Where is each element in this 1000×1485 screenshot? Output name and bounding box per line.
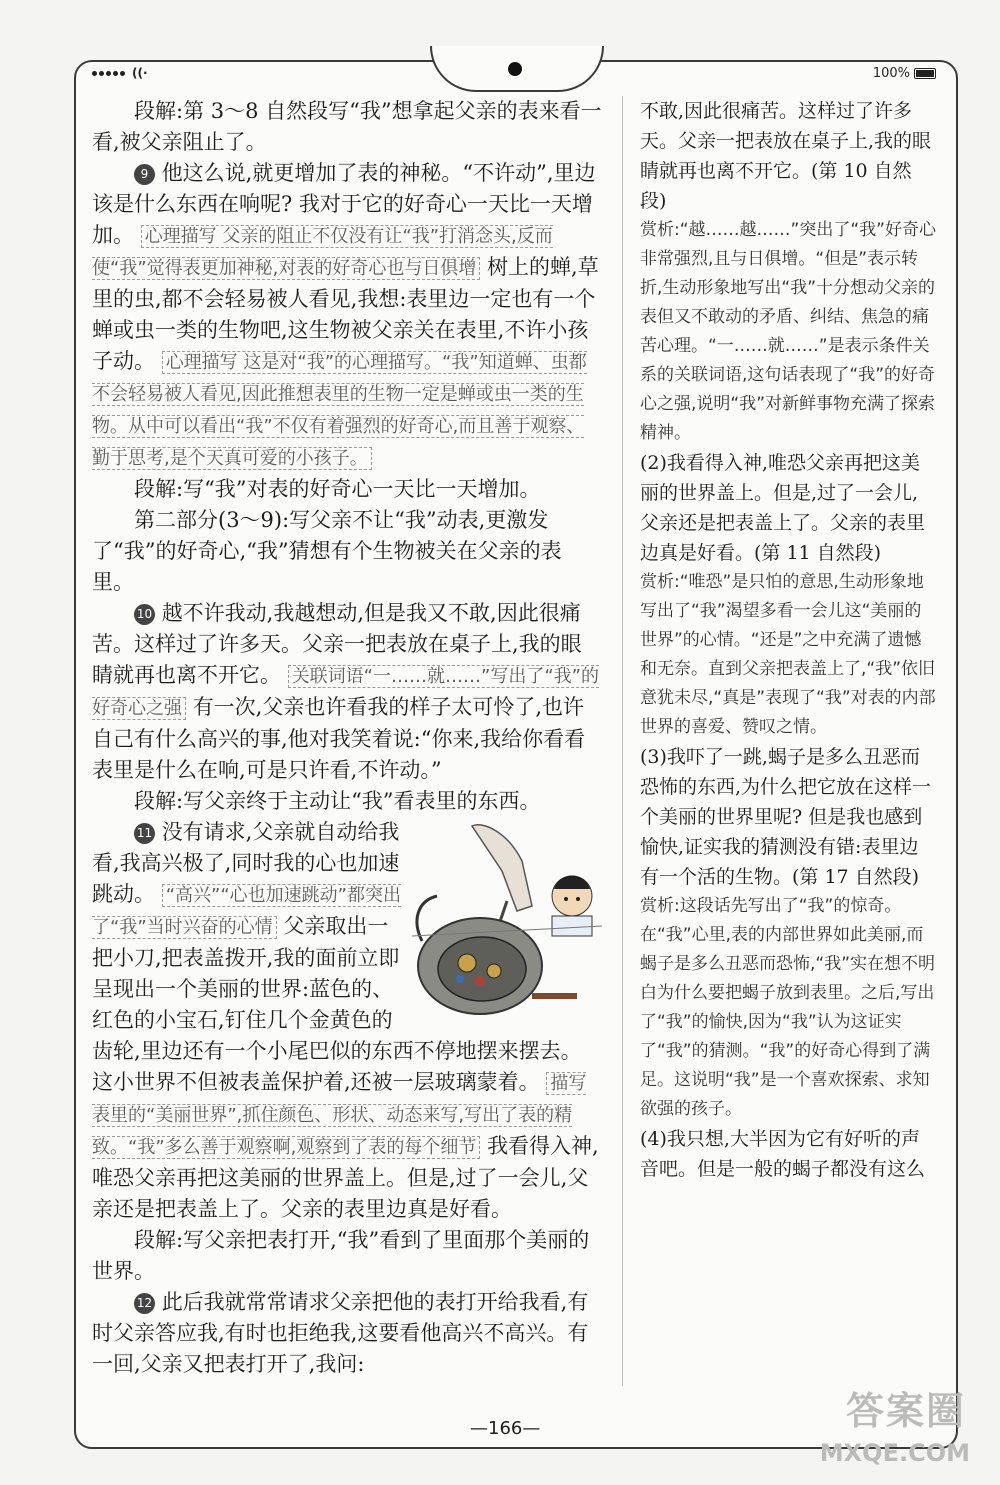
page-number: —166—: [470, 1418, 541, 1439]
battery-status: [873, 66, 936, 81]
annotation-note: 关联词语“一……就……”写出了“我”的好奇心之强: [92, 666, 599, 719]
part-summary: 第二部分(3～9):写父亲不让“我”动表,更激发了“我”的好奇心,“我”猜想有个生物被关在父亲的表里。: [92, 508, 562, 594]
annotation-note: “高兴”“心也加速跳动”都突出了“我”当时兴奋的心情: [92, 885, 401, 938]
paragraph-text: 树上的蝉,草里的虫,都不会轻易被人看见,我想:表里边一定也有一个蝉或虫一类的生物吧,这生物被父亲关在表里,不许小孩子动。: [92, 255, 599, 373]
quote-4: (4)我只想,大半因为它有好听的声音吧。但是一般的蝎子都没有这么: [640, 1128, 926, 1180]
paragraph-text: 有一次,父亲也许看我的样子太可怜了,也许自己有什么高兴的事,他对我笑着说:“你来,我给你看看表里是什么在响,可是只许看,不许动。”: [92, 695, 586, 782]
paragraph-text: 此后我就常常请求父亲把他的表打开给我看,有时父亲答应我,有时也拒绝我,这要看他高兴不高兴。有一回,父亲又把表打开了,我问:: [92, 1290, 589, 1376]
watch-illustration: [412, 821, 602, 1021]
section-summary-3: 段解:写父亲终于主动让“我”看表里的东西。: [134, 789, 541, 813]
section-summary-1: 段解:第 3～8 自然段写“我”想拿起父亲的表来看一看,被父亲阻止了。: [92, 99, 602, 154]
annotation-note: 描写表里的“美丽世界”,抓住颜色、形状、动态来写,写出了表的精致。“我”多么善于观察啊,观察到了表的每个细节: [92, 1073, 587, 1158]
paragraph-number-badge: 9: [134, 164, 155, 185]
camera-dot: [508, 62, 522, 76]
watermark-logo-text: 答案圈: [845, 1389, 966, 1433]
left-column: [92, 96, 602, 1380]
battery-icon: [914, 68, 936, 79]
section-summary-2: 段解:写“我”对表的好奇心一天比一天增加。: [134, 477, 541, 501]
paragraph-number-badge: 10: [134, 604, 155, 625]
paragraph-number-badge: 11: [134, 823, 155, 844]
signal-indicator: [92, 66, 148, 81]
paragraph-10: [92, 598, 602, 786]
paragraph-text: 我看得入神,唯恐父亲再把这美丽的世界盖上。但是,过了一会儿,父亲还是把表盖上了。父亲的表里边真是好看。: [92, 1134, 599, 1221]
section-summary-4: 段解:写父亲把表打开,“我”看到了里面那个美丽的世界。: [92, 1228, 590, 1283]
quote-2: (2)我看得入神,唯恐父亲再把这美丽的世界盖上。但是,过了一会儿,父亲还是把表盖上了。父亲的表里边真是好看。(第 11 自然段): [640, 452, 926, 564]
watermark-url: MXQE.COM: [819, 1439, 970, 1467]
paragraph-number-badge: 12: [134, 1293, 155, 1314]
paragraph-12: [92, 1287, 602, 1380]
signal-dot-icon: [92, 71, 97, 76]
paragraph-9: [92, 158, 602, 474]
appreciation-3: 赏析:这段话先写出了“我”的惊奇。在“我”心里,表的内部世界如此美丽,而蝎子是多么丑恶而恐怖,“我”实在想不明白为什么要把蝎子放到表里。之后,写出了“我”的愉快,因为“我”认为这证实了“我”的猜测。“我”的好奇心得到了满足。这说明“我”是一个喜欢探索、求知欲强的孩子。: [640, 896, 936, 1119]
paragraph-text: 父亲取出一把小刀,把表盖拨开,我的面前立即呈现出一个美丽的世界:蓝色的、红色的小宝石,钉住几个金黄色的齿轮,里边还有一个小尾巴似的东西不停地摆来摆去。这小世界不但被表盖保护着,还被一层玻璃蒙着。: [92, 914, 582, 1094]
paragraph-text: 没有请求,父亲就自动给我看,我高兴极了,同时我的心也加速跳动。: [92, 820, 400, 906]
appreciation-2: 赏析:“唯恐”是只怕的意思,生动形象地写出了“我”渴望多看一会儿这“美丽的世界”的心情。“还是”之中充满了遗憾和无奈。直到父亲把表盖上了,“我”依旧意犹未尽,“真是”表现了“我”对表的内部世界的喜爱、赞叹之情。: [640, 572, 936, 737]
quote-3: (3)我吓了一跳,蝎子是多么丑恶而恐怖的东西,为什么把它放在这样一个美丽的世界里呢? 但是我也感到愉快,证实我的猜测没有错:表里边有一个活的生物。(第 17 自然段): [640, 746, 932, 888]
paragraph-text: 他这么说,就更增加了表的神秘。“不许动”,里边该是什么东西在响呢? 我对于它的好奇心一天比一天增加。: [92, 161, 596, 247]
column-divider: [622, 96, 623, 1386]
wifi-icon: ((·: [132, 66, 148, 80]
appreciation-1: 赏析:“越……越……”突出了“我”好奇心非常强烈,且与日俱增。“但是”表示转折,生动形象地写出“我”十分想动父亲的表但又不敢动的矛盾、纠结、焦急的痛苦心理。“一……就……”是表示条件关系的关联词语,这句话表现了“我”的好奇心之强,说明“我”对新鲜事物充满了探索精神。: [640, 220, 936, 443]
quote-1: 不敢,因此很痛苦。这样过了许多天。父亲一把表放在桌子上,我的眼睛就再也离不开它。(第 10 自然段): [640, 100, 932, 212]
paragraph-11-block: [92, 817, 602, 1225]
right-column: [640, 96, 936, 1184]
battery-text: 100%: [872, 66, 910, 81]
annotation-note: 心理描写 父亲的阻止不仅没有让“我”打消念头,反而使“我”觉得表更加神秘,对表的好奇心也与日俱增: [92, 226, 553, 279]
annotation-note: 心理描写 这是对“我”的心理描写。“我”知道蝉、虫都不会轻易被人看见,因此推想表里的生物一定是蝉或虫一类的生物。从中可以看出“我”不仅有着强烈的好奇心,而且善于观察、勤于思考,是个天真可爱的小孩子。: [92, 352, 587, 469]
paragraph-text: 越不许我动,我越想动,但是我又不敢,因此很痛苦。这样过了许多天。父亲一把表放在桌子上,我的眼睛就再也离不开它。: [92, 601, 582, 687]
